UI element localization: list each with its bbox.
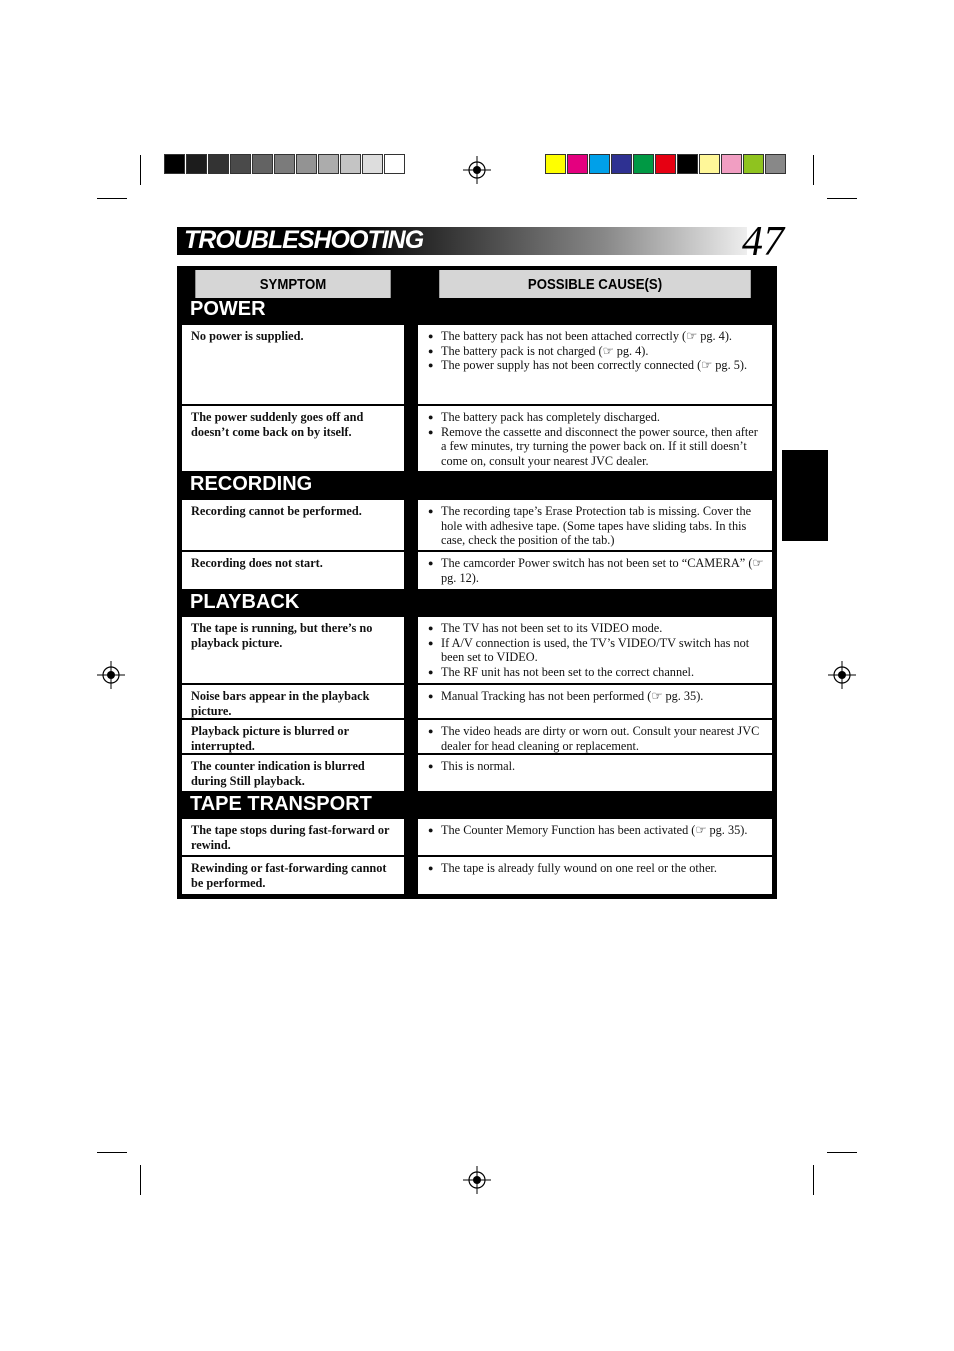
crop-mark: [827, 198, 857, 199]
cause-item: ● The camcorder Power switch has not been set to “CAMERA” (☞ pg. 12).: [428, 556, 764, 585]
cause-item: ● If A/V connection is used, the TV’s VIDEO/TV switch has not been set to VIDEO.: [428, 636, 764, 665]
causes-cell: [418, 857, 772, 894]
color-swatch: [765, 154, 786, 174]
color-swatch: [362, 154, 383, 174]
color-swatch: [296, 154, 317, 174]
cause-item: ● The RF unit has not been set to the correct channel.: [428, 665, 764, 680]
cause-item: ● The battery pack has completely discharged.: [428, 410, 764, 425]
cause-item: ● The TV has not been set to its VIDEO mode.: [428, 621, 764, 636]
section-heading-tape-transport: TAPE TRANSPORT: [190, 793, 372, 815]
causes-cell: [418, 406, 772, 471]
color-swatch: [164, 154, 185, 174]
cause-item: ● The battery pack is not charged (☞ pg. 4).: [428, 344, 764, 359]
color-swatch: [655, 154, 676, 174]
color-swatch: [743, 154, 764, 174]
color-swatch: [721, 154, 742, 174]
causes-cell: [418, 685, 772, 718]
color-swatch: [186, 154, 207, 174]
symptom-cell: Recording cannot be performed.: [182, 500, 404, 550]
cause-item: ● This is normal.: [428, 759, 764, 774]
color-swatch: [230, 154, 251, 174]
cause-item: ● The recording tape’s Erase Protection tab is missing. Cover the hole with adhesive tape. (Some tapes have sliding tabs. In this case, check the position of the tab.): [428, 504, 764, 548]
header-possible-causes: POSSIBLE CAUSE(S): [439, 270, 751, 298]
symptom-cell: The tape stops during fast-forward or rewind.: [182, 819, 404, 855]
grayscale-bar: [164, 154, 406, 176]
causes-cell: [418, 819, 772, 855]
cause-item: ● Manual Tracking has not been performed (☞ pg. 35).: [428, 689, 764, 704]
color-swatch: [340, 154, 361, 174]
color-swatch: [384, 154, 405, 174]
cause-item: ● The power supply has not been correctly connected (☞ pg. 5).: [428, 358, 764, 373]
color-swatch: [589, 154, 610, 174]
color-swatch: [545, 154, 566, 174]
causes-cell: [418, 755, 772, 791]
symptom-cell: No power is supplied.: [182, 325, 404, 404]
cause-item: ● The tape is already fully wound on one reel or the other.: [428, 861, 764, 876]
crop-mark: [813, 155, 814, 185]
cause-item: ● The video heads are dirty or worn out. Consult your nearest JVC dealer for head cleaning or replacement.: [428, 724, 764, 753]
symptom-cell: Playback picture is blurred or interrupted.: [182, 720, 404, 753]
color-swatch: [611, 154, 632, 174]
registration-mark-icon: [463, 1166, 491, 1194]
cause-item: ● The Counter Memory Function has been activated (☞ pg. 35).: [428, 823, 764, 838]
color-swatch: [274, 154, 295, 174]
page-title: TROUBLESHOOTING: [184, 226, 424, 254]
causes-cell: [418, 720, 772, 753]
cause-item: ● Remove the cassette and disconnect the power source, then after a few minutes, try turning the power back on. If it still doesn’t come on, consult your nearest JVC dealer.: [428, 425, 764, 469]
symptom-cell: Noise bars appear in the playback picture.: [182, 685, 404, 718]
color-swatch: [699, 154, 720, 174]
causes-cell: [418, 325, 772, 404]
symptom-cell: Recording does not start.: [182, 552, 404, 589]
crop-mark: [827, 1152, 857, 1153]
registration-mark-icon: [463, 156, 491, 184]
section-heading-playback: PLAYBACK: [190, 591, 300, 613]
causes-cell: [418, 552, 772, 589]
crop-mark: [140, 1165, 141, 1195]
color-swatch: [677, 154, 698, 174]
side-thumb-tab: [782, 450, 828, 541]
causes-cell: [418, 500, 772, 550]
registration-mark-icon: [97, 661, 125, 689]
color-bar: [545, 154, 787, 176]
symptom-cell: The power suddenly goes off and doesn’t come back on by itself.: [182, 406, 404, 471]
crop-mark: [97, 198, 127, 199]
symptom-cell: Rewinding or fast-forwarding cannot be performed.: [182, 857, 404, 894]
header-symptom: SYMPTOM: [195, 270, 390, 298]
causes-cell: [418, 617, 772, 683]
symptom-cell: The tape is running, but there’s no playback picture.: [182, 617, 404, 683]
color-swatch: [318, 154, 339, 174]
color-swatch: [633, 154, 654, 174]
crop-mark: [813, 1165, 814, 1195]
crop-mark: [97, 1152, 127, 1153]
section-heading-recording: RECORDING: [190, 473, 313, 495]
page-number: 47: [742, 219, 784, 265]
color-swatch: [208, 154, 229, 174]
registration-mark-icon: [828, 661, 856, 689]
crop-mark: [140, 155, 141, 185]
section-heading-power: POWER: [190, 298, 266, 320]
color-swatch: [252, 154, 273, 174]
troubleshooting-table: [177, 266, 777, 899]
color-swatch: [567, 154, 588, 174]
cause-item: ● The battery pack has not been attached correctly (☞ pg. 4).: [428, 329, 764, 344]
symptom-cell: The counter indication is blurred during Still playback.: [182, 755, 404, 791]
